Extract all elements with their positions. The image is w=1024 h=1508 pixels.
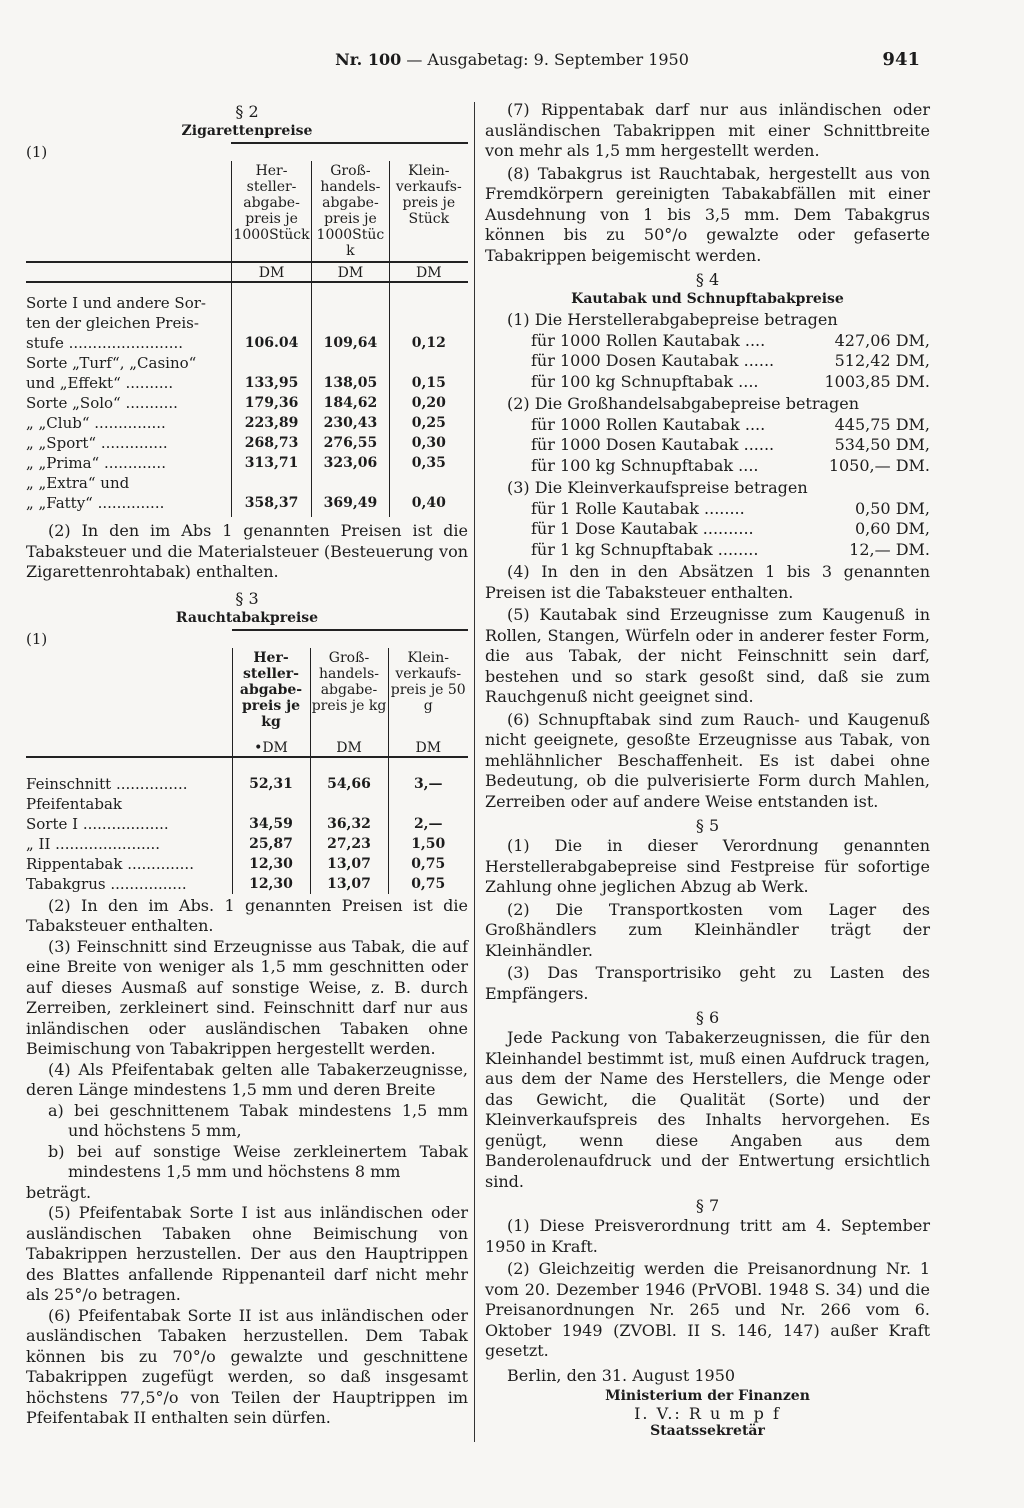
paragraph-marker: (1): [26, 629, 48, 648]
table-row: [26, 293, 468, 313]
price-item: für 1000 Dosen Kautabak ......: [531, 351, 775, 370]
row-label: ten der gleichen Preis-: [26, 314, 199, 332]
section-5-para-1: (1) Die in dieser Verordnung genannten Herstellerabgabepreise sind Festpreise für sofortige Zahlung ohne jeglichen Abzug ab Werk.: [485, 836, 930, 896]
page-header: [0, 50, 1024, 72]
row-label: Sorte „Turf“, „Casino“: [26, 354, 197, 372]
price-cell: 133,95: [231, 373, 311, 393]
unit-1: DM: [231, 262, 311, 282]
section-3-para-4: (4) Als Pfeifentabak gelten alle Tabakerzeugnisse, deren Länge mindestens 1,5 mm und deren Breite: [26, 1059, 468, 1099]
section-3-para-4a: a) bei geschnittenem Tabak mindestens 1,5 mm und höchstens 5 mm,: [48, 1100, 468, 1140]
section-6-para-1: Jede Packung von Tabakerzeugnissen, die für den Kleinhandel bestimmt ist, muß einen Aufdruck tragen, aus dem der Name des Herstellers, die Menge oder das Gewicht, die Qualität (Sorte) und der Kleinverkaufspreis des Inhalts hervorgehen. Es genügt, wenn diese Angaben aus dem Banderolenaufdruck und der Entwertung ersichtlich sind.: [485, 1028, 930, 1191]
row-label: „ „Extra“ und: [26, 474, 130, 492]
column-divider: [474, 102, 475, 1442]
price-value: 445,75 DM,: [834, 414, 930, 434]
price-cell: 0,15: [389, 373, 468, 393]
table-row: [26, 373, 468, 393]
row-label: Rippentabak ..............: [26, 854, 194, 873]
right-column: [485, 100, 930, 1439]
price-line: [485, 519, 930, 540]
section-5-para-3: (3) Das Transportrisiko geht zu Lasten des Empfängers.: [485, 963, 930, 1003]
table-row: [26, 854, 468, 874]
price-cell: 358,37: [231, 493, 311, 513]
price-cell: 27,23: [310, 834, 388, 854]
price-cell: 230,43: [312, 413, 389, 433]
table-row: [26, 834, 468, 854]
price-item: für 1000 Rollen Kautabak ....: [531, 330, 766, 350]
price-item: für 1000 Dosen Kautabak ......: [531, 435, 775, 454]
price-line: [485, 372, 930, 393]
price-cell: 13,07: [310, 874, 388, 894]
price-value: 427,06 DM,: [834, 330, 930, 350]
col-header-wholesale: Groß-handels-abgabe-preis je 1000Stück: [312, 161, 389, 262]
issue-number: Nr. 100: [335, 50, 402, 69]
col-header-wholesale-kg: Groß-handels-abgabe-preis je kg: [310, 648, 388, 738]
price-line: [485, 331, 930, 352]
table-row: [26, 333, 468, 353]
table-row: [26, 874, 468, 894]
price-cell: 106.04: [231, 333, 311, 353]
col-header-manufacturer-kg: Her-steller-abgabe-preis je kg: [232, 648, 310, 738]
price-cell: 12,30: [232, 874, 310, 894]
price-cell: [231, 313, 311, 333]
price-value: 1050,— DM.: [828, 455, 930, 475]
price-cell: 12,30: [232, 854, 310, 874]
issue-line: [0, 50, 1024, 69]
section-5-heading: § 5: [695, 816, 720, 835]
table-row: [26, 493, 468, 513]
section-3-para-4b: b) bei auf sonstige Weise zerkleinertem Tabak mindestens 1,5 mm und höchstens 8 mm: [48, 1141, 468, 1181]
price-cell: [389, 293, 468, 313]
price-value: 0,50 DM,: [854, 498, 930, 518]
table-row: [26, 774, 468, 794]
price-line: [485, 540, 930, 561]
row-label: „ „Prima“ .............: [26, 454, 166, 472]
table-row: [26, 453, 468, 473]
price-value: 534,50 DM,: [834, 435, 930, 454]
section-2-heading: § 2: [235, 102, 259, 121]
paragraph-marker: (1): [26, 143, 48, 161]
price-cell: 36,32: [310, 814, 388, 834]
unit-2: DM: [312, 262, 389, 282]
table-row: [26, 814, 468, 834]
price-cell: [312, 293, 389, 313]
signatory-role: Staatssekretär: [650, 1423, 765, 1439]
price-cell: 2,—: [388, 814, 468, 834]
price-cell: 0,75: [388, 854, 468, 874]
price-value: 512,42 DM,: [834, 351, 930, 370]
price-cell: 34,59: [232, 814, 310, 834]
row-label: und „Effekt“ ..........: [26, 374, 174, 392]
price-value: 12,— DM.: [849, 539, 930, 559]
left-column: [26, 100, 468, 1429]
price-cell: [312, 353, 389, 373]
price-value: 0,60 DM,: [854, 519, 930, 538]
price-cell: 268,73: [231, 433, 311, 453]
section-2-title: Zigarettenpreise: [181, 123, 313, 139]
price-line: [485, 435, 930, 456]
section-6-heading: § 6: [695, 1008, 720, 1027]
section-3-para-8: (8) Tabakgrus ist Rauchtabak, hergestellt aus von Fremdkörpern gereinigten Tabakabfällen mit einer Ausdehnung von 1 bis 3,5 mm. Dem Tabakgrus können bis zu 50°/o gewalzte oder gefaserte Tabakrippen beigemischt werden.: [485, 163, 930, 265]
issue-date: — Ausgabetag: 9. September 1950: [406, 50, 689, 69]
unit-1: •DM: [232, 738, 310, 757]
signatory: I. V.: R u m p f: [634, 1404, 781, 1423]
price-line: [485, 499, 930, 520]
price-cell: 0,30: [389, 433, 468, 453]
row-label: Sorte I und andere Sor-: [26, 294, 206, 312]
price-cell: 323,06: [312, 453, 389, 473]
row-label: Sorte I ..................: [26, 814, 169, 833]
price-cell: [312, 313, 389, 333]
row-label: „ II ......................: [26, 834, 161, 853]
section-3-para-4-end: beträgt.: [26, 1182, 92, 1202]
col-header-retail-50g: Klein-verkaufs-preis je 50 g: [388, 648, 468, 738]
chewing-manufacturer-prices: [485, 331, 930, 393]
ministry-name: Ministerium der Finanzen: [605, 1388, 810, 1404]
price-cell: 0,20: [389, 393, 468, 413]
price-cell: 13,07: [310, 854, 388, 874]
price-item: für 1 Dose Kautabak ..........: [531, 519, 754, 538]
price-item: für 1 kg Schnupftabak ........: [531, 539, 759, 559]
row-label: „ „Fatty“ ..............: [26, 494, 165, 512]
table-row: [26, 794, 468, 814]
row-label: „ „Sport“ ..............: [26, 434, 168, 452]
price-cell: 369,49: [312, 493, 389, 513]
price-cell: [389, 473, 468, 493]
price-item: für 100 kg Schnupftabak ....: [531, 455, 759, 475]
place-date: Berlin, den 31. August 1950: [507, 1365, 736, 1385]
col-header-retail: Klein-verkaufs-preis je Stück: [389, 161, 468, 262]
price-cell: 138,05: [312, 373, 389, 393]
section-4-para-3: (3) Die Kleinverkaufspreise betragen: [507, 478, 808, 497]
price-cell: 313,71: [231, 453, 311, 473]
cigarette-price-table: [26, 142, 468, 517]
section-4-para-5: (5) Kautabak sind Erzeugnisse zum Kaugenuß in Rollen, Stangen, Würfeln oder in anderer fester Form, die aus Tabak, der nicht Feinschnitt sein darf, bestehen und so stark gesoßt sind, daß sie zum Rauchgenuß nicht geeignet sind.: [485, 605, 930, 706]
price-cell: 25,87: [232, 834, 310, 854]
col-header-manufacturer: Her-steller-abgabe-preis je 1000Stück: [231, 161, 311, 262]
price-cell: [231, 353, 311, 373]
section-4-para-4: (4) In den in den Absätzen 1 bis 3 genannten Preisen ist die Tabaksteuer enthalten.: [485, 562, 930, 602]
unit-3: DM: [388, 738, 468, 757]
price-item: für 1000 Rollen Kautabak ....: [531, 414, 766, 434]
price-cell: 179,36: [231, 393, 311, 413]
price-cell: 0,75: [388, 874, 468, 894]
price-cell: 3,—: [388, 774, 468, 794]
price-item: für 100 kg Schnupftabak ....: [531, 371, 759, 391]
section-3-para-5: (5) Pfeifentabak Sorte I ist aus inländischen oder ausländischen Tabaken ohne Beimischung von Tabakrippen herzustellen. Der aus den Hauptrippen des Blattes anfallende Rippenanteil darf nicht mehr als 25°/o betragen.: [26, 1203, 468, 1304]
price-cell: 54,66: [310, 774, 388, 794]
price-cell: [388, 794, 468, 814]
price-cell: 223,89: [231, 413, 311, 433]
price-cell: 0,25: [389, 413, 468, 433]
section-4-para-2: (2) Die Großhandelsabgabepreise betragen: [507, 394, 860, 413]
row-label: Pfeifentabak: [26, 794, 123, 813]
table-row: [26, 393, 468, 413]
section-4-para-6: (6) Schnupftabak sind zum Rauch- und Kaugenuß nicht geeignete, gesoßte Erzeugnisse aus Tabak, von mehlähnlicher Beschaffenheit. Es ist dabei ohne Bedeutung, ob die pulverisierte Form durch Mahlen, Zerreiben oder auf andere Weise entstanden ist.: [485, 709, 930, 811]
price-cell: [389, 353, 468, 373]
section-4-para-1: (1) Die Herstellerabgabepreise betragen: [507, 310, 838, 329]
section-3-para-6: (6) Pfeifentabak Sorte II ist aus inländischen oder ausländischen Tabaken herzustellen. Dem Tabak können bis zu 70°/o gewalzte und geschnittene Tabakrippen zugefügt werden, so daß insgesamt höchstens 77,5°/o von Teilen der Hauptrippen im Pfeifentabak II enthalten sein dürfen.: [26, 1305, 468, 1427]
section-2-para-2: (2) In den im Abs 1 genannten Preisen ist die Tabaksteuer und die Materialsteuer (Besteuerung von Zigarettenrohtabak) enthalten.: [26, 521, 468, 581]
price-cell: [231, 293, 311, 313]
table-row: [26, 473, 468, 493]
chewing-retail-prices: [485, 499, 930, 561]
price-cell: 184,62: [312, 393, 389, 413]
table-row: [26, 413, 468, 433]
table-row: [26, 433, 468, 453]
unit-2: DM: [310, 738, 388, 757]
page-number: 941: [882, 49, 920, 70]
row-label: Feinschnitt ...............: [26, 774, 188, 793]
price-cell: 276,55: [312, 433, 389, 453]
table-row: [26, 313, 468, 333]
section-3-para-2: (2) In den im Abs. 1 genannten Preisen ist die Tabaksteuer enthalten.: [26, 895, 468, 935]
price-cell: [231, 473, 311, 493]
price-cell: 109,64: [312, 333, 389, 353]
section-7-para-1: (1) Diese Preisverordnung tritt am 4. September 1950 in Kraft.: [485, 1216, 930, 1256]
tobacco-price-table: [26, 629, 468, 894]
price-cell: 0,40: [389, 493, 468, 513]
section-5-para-2: (2) Die Transportkosten vom Lager des Großhändlers zum Kleinhändler trägt der Kleinhändler.: [485, 899, 930, 960]
section-4-title: Kautabak und Schnupftabakpreise: [571, 291, 844, 307]
price-cell: [312, 473, 389, 493]
price-cell: 52,31: [232, 774, 310, 794]
section-7-para-2: (2) Gleichzeitig werden die Preisanordnung Nr. 1 vom 20. Dezember 1946 (PrVOBl. 1948 S. 34) und die Preisanordnungen Nr. 265 und Nr. 266 vom 6. Oktober 1949 (ZVOBl. II S. 146, 147) außer Kraft gesetzt.: [485, 1259, 930, 1360]
unit-3: DM: [389, 262, 468, 282]
section-3-para-3: (3) Feinschnitt sind Erzeugnisse aus Tabak, die auf eine Breite von weniger als 1,5 mm geschnitten oder auf dieses Ausmaß auf sonstige Weise, z. B. durch Zerreiben, zerkleinert sind. Feinschnitt darf nur aus inländischen oder ausländischen Tabaken ohne Beimischung von Tabakrippen hergestellt werden.: [26, 936, 468, 1058]
section-7-heading: § 7: [695, 1196, 720, 1215]
section-4-heading: § 4: [695, 270, 720, 289]
price-cell: 1,50: [388, 834, 468, 854]
price-cell: 0,12: [389, 333, 468, 353]
price-cell: [310, 794, 388, 814]
price-cell: 0,35: [389, 453, 468, 473]
section-3-para-7: (7) Rippentabak darf nur aus inländischen oder ausländischen Tabakrippen mit einer Schnittbreite von mehr als 1,5 mm hergestellt werden.: [485, 100, 930, 160]
price-value: 1003,85 DM.: [824, 371, 930, 391]
price-cell: [232, 794, 310, 814]
section-3-heading: § 3: [235, 588, 259, 608]
price-cell: [389, 313, 468, 333]
price-line: [485, 456, 930, 477]
price-line: [485, 415, 930, 436]
chewing-wholesale-prices: [485, 415, 930, 477]
row-label: Tabakgrus ................: [26, 874, 187, 893]
row-label: Sorte „Solo“ ...........: [26, 394, 178, 412]
row-label: stufe ........................: [26, 334, 184, 352]
table-row: [26, 353, 468, 373]
price-item: für 1 Rolle Kautabak ........: [531, 498, 745, 518]
signature-block: [485, 1388, 930, 1439]
price-line: [485, 351, 930, 372]
section-3-title: Rauchtabakpreise: [175, 609, 319, 626]
row-label: „ „Club“ ...............: [26, 414, 166, 432]
